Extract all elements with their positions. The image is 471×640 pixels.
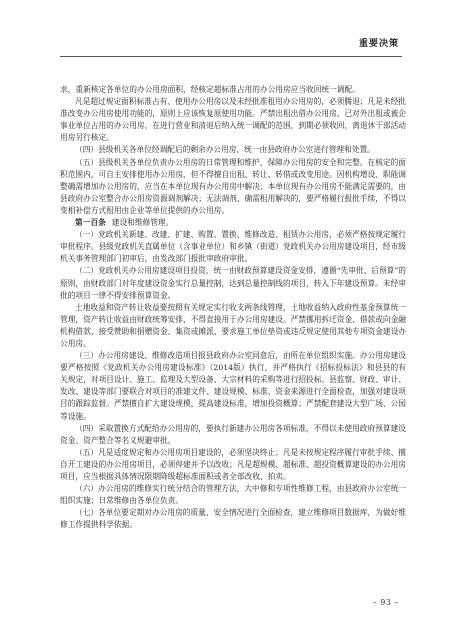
paragraph: （二）党政机关办公用房建设项目投资，统一由财政预算建设资金安排，遵循“先审批、后预算”的原则，由财政部门对年度建设资金实行总量控制，达到总量控制线的项目，转入下年建设预算。未经审批的项目一律不得安排预算资金。 — [60, 266, 406, 300]
paragraph: （三）办公用房建设、维修改造项目报县政府办公室同意后，由所在单位组织实施。办公用房建设要严格按照《党政机关办公用房建设标准》（2014版）执行，并严格执行《招标投标法》和县县的有关规定，对项目设计、施工、监理及大型设备、大宗材料的采购等进行招投标。县监察、财政、审计、发改、建设等部门要联合对项目的准建文件、建设规模、标准、资金来源进行全面检查，加强对建设项目的跟踪监督。严禁擅自扩大建设规模，提高建设标准，增加投资概算；严禁配套建设大型广场、公园等设施。 — [60, 351, 406, 421]
article-heading — [60, 217, 406, 229]
article-label: 第一百条 — [75, 218, 106, 228]
page-number: – 93 – — [372, 598, 399, 607]
body-text — [60, 84, 406, 531]
paragraph: （五）凡是适度规定和办公用房项目建设的，必须坚决终止；凡是未按规定程序履行审批手续、擅自开工建设的办公用房项目，必须停建并予以改收；凡是超规模、超标准、超投资概算建设的办公用房项目，应当根据具体情况限期降级超标准面积或者全部改收、拍卖。 — [60, 447, 406, 481]
paragraph: （四）采取置换方式配给办公用房的，要执行新建办公用房各项标准，不得以未使用政府预算建设资金、资产整合等名义规避审批。 — [60, 423, 406, 445]
paragraph: 求，重新核定各单位的办公用房面积，经核定超标准占用的办公用房应当收回统一调配。 — [60, 85, 360, 94]
paragraph: 凡是超过规定面积标准占有、使用办公用房以及未经批准租用办公用房的，必须腾退；凡是未经批准改变办公用房使用功能的，原则上应该恢复原使用功能。严禁出租出借办公用房，已对外出租或被企事业单位占用的办公用房，在进行营业和清退后纳入统一调配的范围，到期必须收回，离退休干部活动用房另行核定。 — [60, 97, 406, 143]
paragraph: （四）县级机关各单位经调配后的剩余办公用房，统一由县政府办公室进行管理和处置。 — [75, 145, 375, 155]
paragraph: （五）县级机关各单位负责办公用房的日常管理和维护，保障办公用房的安全和完整。在核定的面积范围内，可自主安排使用办公用房，但不得擅自出租、转让、转借或改变用途。因机构增设、职能调整确需增加办公用房的，应当在本单位现有办公用房中解决；本单位现有办公用房不能满足需要的，由县政府办公室整合办公用房资源调剂解决；无法调剂、确需租用解决的，要严格履行报批手续，不得以变相补偿方式租用由企业等单位提供的办公用房。 — [60, 157, 406, 215]
running-header-title: 重要决策 — [358, 39, 399, 49]
article-title: 建设和维修管理。 — [111, 218, 174, 228]
header-rule — [60, 56, 402, 57]
paragraph: （七）各单位要定期对办公用房的质量、安全情况进行全面检查，建立维修项目数据库，为做好维修工作提供科学依据。 — [60, 508, 406, 530]
paragraph: （一）党政机关新建、改建、扩建、购置、置换、维修改造、租赁办公用房，必须严格按规定履行审批程序。县级党政机关直属单位（含事业单位）和乡镇（街道）党政机关办公用房建设项目，经市级机关事务管理部门初审后，由发改部门报批审政府审批。 — [60, 230, 406, 264]
paragraph: （六）办公用房的维修实行统分结合的管理方法，大中修和专项性维修工程，由县政府办公室统一组织实施；日常维修由各单位负责。 — [60, 484, 406, 506]
paragraph: 土地收益和资产转让收益要按照有关规定实行收支两条线管理，土地收益纳入政府性基金预算统一管理，资产转让收益由财政统筹安排，不得直接用于办公用房建设。严禁挪用拆迁资金、借款或向金融机构借款、接受赞助和捐赠资金、集资或摊派、要求施工单位垫资或违反规定使用其他专项资金建设办公用房。 — [60, 302, 406, 348]
